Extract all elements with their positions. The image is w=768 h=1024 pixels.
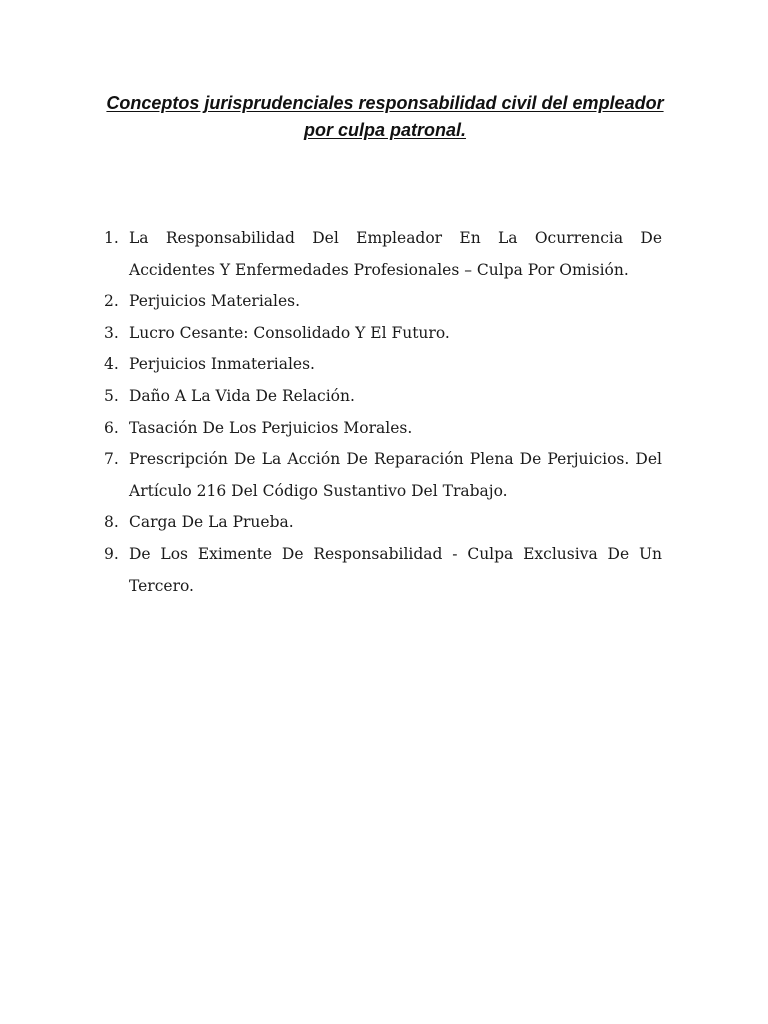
concepts-list (104, 223, 662, 602)
title-line-2: por culpa patronal. (303, 120, 467, 140)
list-item-text: Perjuicios Materiales. (129, 292, 301, 311)
list-item (104, 507, 662, 539)
list-item-number: 6. (104, 418, 119, 437)
list-item (104, 413, 662, 445)
list-item-text: Prescripción De La Acción De Reparación Plena De Perjuicios. Del Artículo 216 Del Código Sustantivo Del Trabajo. (129, 450, 662, 500)
list-item (104, 349, 662, 381)
list-item (104, 286, 662, 318)
list-item-text: Daño A La Vida De Relación. (129, 386, 355, 405)
list-item (104, 318, 662, 350)
list-item-text: Perjuicios Inmateriales. (129, 355, 315, 374)
list-item-text: Tasación De Los Perjuicios Morales. (129, 418, 413, 437)
list-item-number: 3. (104, 323, 119, 342)
list-item-text: La Responsabilidad Del Empleador En La Ocurrencia De Accidentes Y Enfermedades Profesionales – Culpa Por Omisión. (129, 229, 662, 279)
list-item-number: 1. (104, 229, 119, 247)
list-item (104, 444, 662, 507)
list-item-number: 4. (104, 355, 119, 374)
list-item-number: 2. (104, 292, 119, 311)
list-item-number: 7. (104, 450, 119, 469)
document-title (60, 90, 710, 144)
list-item (104, 223, 662, 286)
list-item-number: 5. (104, 386, 119, 405)
list-item-number: 9. (104, 544, 119, 563)
list-item (104, 381, 662, 413)
list-item (104, 539, 662, 602)
list-item-text: Carga De La Prueba. (129, 513, 294, 532)
list-item-number: 8. (104, 513, 119, 532)
list-item-text: De Los Eximente De Responsabilidad - Culpa Exclusiva De Un Tercero. (129, 544, 662, 595)
title-line-1: Conceptos jurisprudenciales responsabilidad civil del empleador (106, 93, 664, 113)
list-item-text: Lucro Cesante: Consolidado Y El Futuro. (129, 323, 450, 342)
